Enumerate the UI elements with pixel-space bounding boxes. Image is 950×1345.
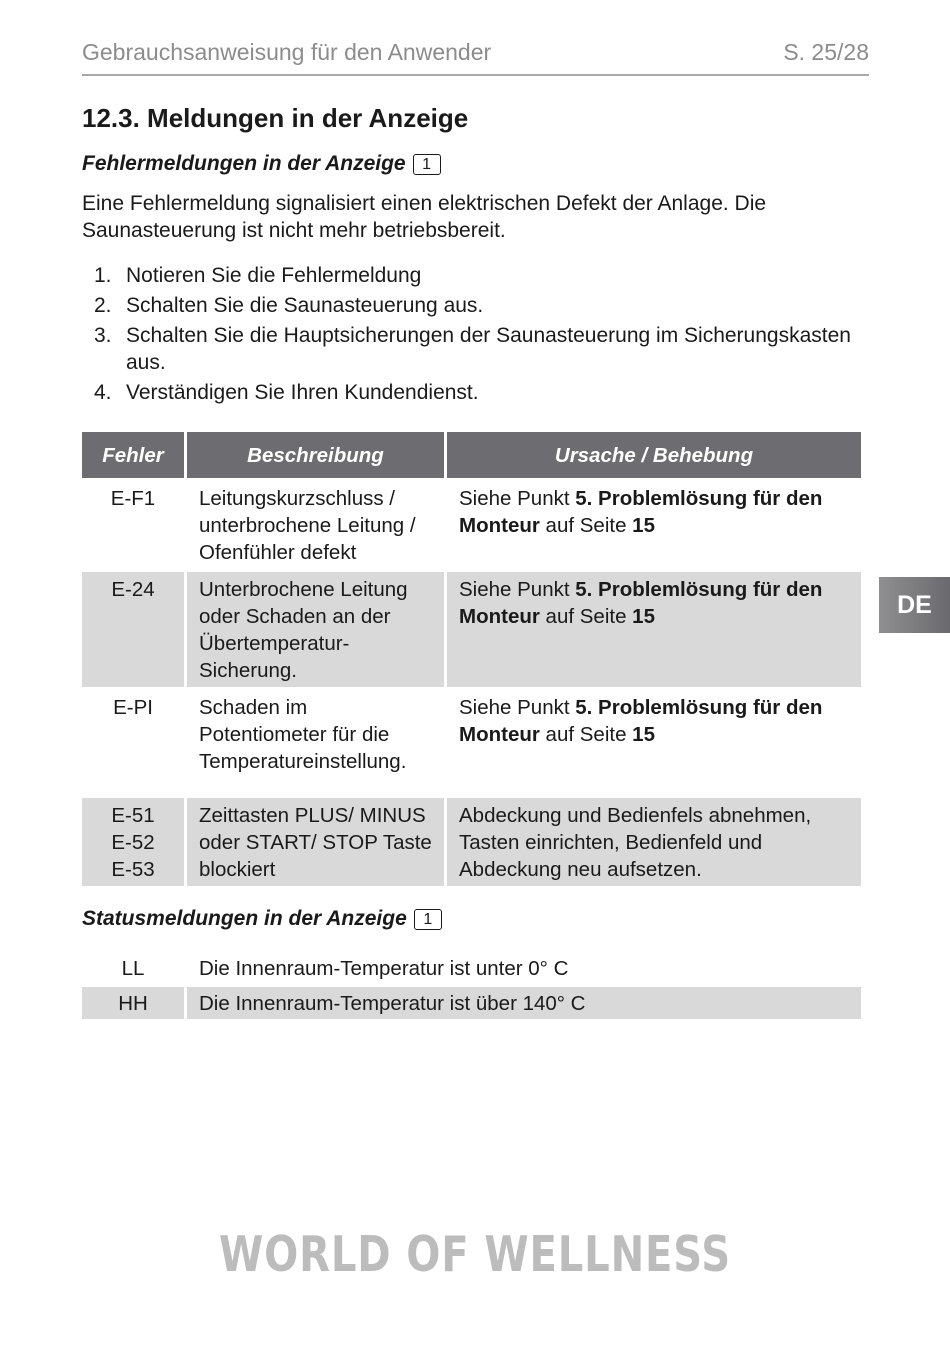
table-row [82,572,861,687]
error-code: E-51 [111,804,155,827]
column-header-ursache: Ursache / Behebung [447,432,861,478]
list-item [82,379,872,406]
status-messages-subheading [82,906,442,932]
table-row [82,481,861,569]
section-heading: 12.3. Meldungen in der Anzeige [82,103,469,133]
status-code: HH [82,987,184,1019]
remedy-reference: 5. Problemlösung für den Monteur [459,487,823,537]
page-header [82,38,869,76]
step-text: Notieren Sie die Fehlermeldung [126,264,422,287]
brand-wordmark: WORLD OF WELLNESS [218,1226,732,1283]
figure-ref-box: 1 [414,909,442,930]
language-tab: DE [879,577,950,633]
intro-paragraph: Eine Fehlermeldung signalisiert einen elektrischen Defekt der Anlage. Die Saunasteuerung ist nicht mehr betriebsbereit. [82,192,767,242]
remedy-page: 15 [632,723,655,746]
error-code: E-PI [113,696,153,719]
step-number: 3. [94,324,112,347]
step-number: 1. [94,264,112,287]
table-row [82,952,861,984]
page-number: S. 25/28 [783,39,869,65]
remedy-reference: 5. Problemlösung für den Monteur [459,696,823,746]
table-spacer [82,781,861,795]
error-table [79,429,864,889]
error-remedy: Siehe Punkt 5. Problemlösung für den Monteur auf Seite 15 [447,572,861,687]
status-text: Die Innenraum-Temperatur ist unter 0° C [199,956,569,980]
error-codes [82,798,184,886]
steps-list [82,262,872,409]
list-item [82,292,872,319]
error-description: Zeittasten PLUS/ MINUS oder START/ STOP Taste blockiert [187,798,444,886]
error-description: Unterbrochene Leitung oder Schaden an der Übertemperatur-Sicherung. [187,572,444,687]
step-text: Verständigen Sie Ihren Kundendienst. [126,381,479,404]
step-text: Schalten Sie die Saunasteuerung aus. [126,294,484,317]
list-item [82,262,872,289]
remedy-page: 15 [632,605,655,628]
error-description: Schaden im Potentiometer für die Temperatureinstellung. [199,696,407,773]
subheading-text: Fehlermeldungen in der Anzeige [82,152,406,175]
status-text: Die Innenraum-Temperatur ist über 140° C [187,987,861,1019]
step-text: Schalten Sie die Hauptsicherungen der Saunasteuerung im Sicherungskasten aus. [126,324,851,374]
table-row [82,798,861,886]
error-remedy: Abdeckung und Bedienfels abnehmen, Tasten einrichten, Bedienfeld und Abdeckung neu aufsetzen. [447,798,861,886]
table-row [82,690,861,778]
error-code: E-24 [82,572,184,687]
column-header-fehler: Fehler [82,432,184,478]
table-header-row [82,432,861,478]
status-code: LL [121,956,145,980]
error-code: E-52 [111,831,155,854]
step-number: 4. [94,381,112,404]
error-messages-subheading [82,151,441,177]
column-header-beschreibung: Beschreibung [187,432,444,478]
status-table [79,949,864,1022]
error-description: Leitungskurzschluss / unterbrochene Leitung / Ofenfühler defekt [199,487,416,564]
error-remedy: Siehe Punkt 5. Problemlösung für den Monteur auf Seite 15 [459,696,823,746]
remedy-reference: 5. Problemlösung für den Monteur [459,578,823,628]
error-code: E-53 [111,858,155,881]
remedy-page: 15 [632,514,655,537]
subheading-text: Statusmeldungen in der Anzeige [82,907,407,930]
error-code: E-F1 [110,487,156,510]
table-row [82,987,861,1019]
error-remedy: Siehe Punkt 5. Problemlösung für den Monteur auf Seite 15 [459,487,823,537]
figure-ref-box: 1 [413,154,441,175]
step-number: 2. [94,294,112,317]
document-title: Gebrauchsanweisung für den Anwender [82,39,492,65]
list-item [82,322,872,376]
